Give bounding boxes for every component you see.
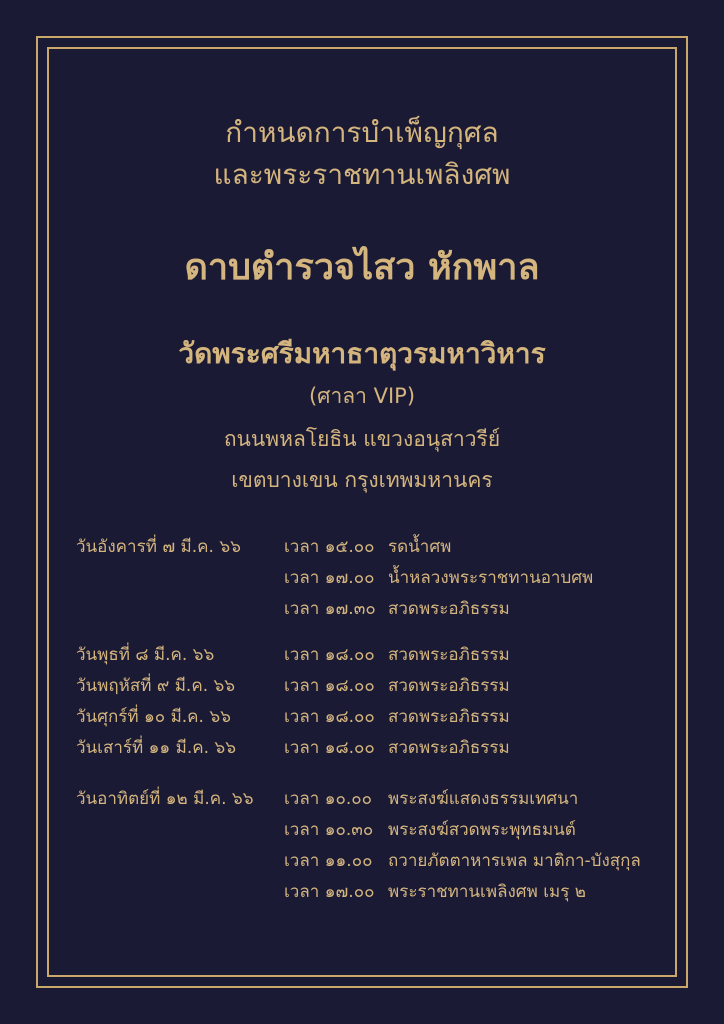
schedule-activity: พระราชทานเพลิงศพ เมรุ ๒ [388,882,586,902]
title-line-1: กำหนดการบำเพ็ญกุศล [225,116,499,149]
schedule-activity: รดน้ำศพ [388,537,452,557]
schedule-time: เวลา ๑๘.๐๐ [284,707,375,727]
schedule-activity: สวดพระอภิธรรม [388,599,510,619]
schedule-time: เวลา ๑๘.๐๐ [284,645,375,665]
schedule-activity: สวดพระอภิธรรม [388,707,510,727]
schedule-time: เวลา ๑๕.๐๐ [284,537,375,557]
schedule-day: วันพุธที่ ๘ มี.ค. ๖๖ [76,645,215,665]
schedule-time: เวลา ๑๗.๐๐ [284,568,375,588]
schedule-day: วันศุกร์ที่ ๑๐ มี.ค. ๖๖ [76,707,231,727]
schedule-time: เวลา ๑๐.๓๐ [284,820,374,840]
address-line-1: ถนนพหลโยธิน แขวงอนุสาวรีย์ [223,427,501,451]
schedule-day: วันพฤหัสที่ ๙ มี.ค. ๖๖ [76,676,236,696]
title-line-2: และพระราชทานเพลิงศพ [213,158,511,191]
schedule-activity: พระสงฆ์สวดพระพุทธมนต์ [388,820,576,840]
schedule-day: วันเสาร์ที่ ๑๑ มี.ค. ๖๖ [76,738,236,758]
address-line-2: เขตบางเขน กรุงเทพมหานคร [231,468,493,492]
schedule-activity: น้ำหลวงพระราชทานอาบศพ [388,568,594,588]
schedule-activity: สวดพระอภิธรรม [388,645,510,665]
schedule-time: เวลา ๑๘.๐๐ [284,738,375,758]
schedule-time: เวลา ๑๘.๐๐ [284,676,375,696]
hall-name: (ศาลา VIP) [308,384,416,408]
schedule-day: วันอังคารที่ ๗ มี.ค. ๖๖ [76,537,241,557]
schedule-day: วันอาทิตย์ที่ ๑๒ มี.ค. ๖๖ [76,789,254,809]
schedule-activity: พระสงฆ์แสดงธรรมเทศนา [388,789,579,809]
deceased-name: ดาบตำรวจไสว หักพาล [184,247,540,288]
schedule-time: เวลา ๑๗.๓๐ [284,599,376,619]
schedule-time: เวลา ๑๐.๐๐ [284,789,373,809]
temple-name: วัดพระศรีมหาธาตุวรมหาวิหาร [178,337,546,370]
schedule-time: เวลา ๑๗.๐๐ [284,882,375,902]
schedule-time: เวลา ๑๑.๐๐ [284,851,373,871]
schedule-activity: ถวายภัตตาหารเพล มาติกา-บังสุกุล [388,851,641,871]
schedule-activity: สวดพระอภิธรรม [388,738,510,758]
schedule-activity: สวดพระอภิธรรม [388,676,510,696]
